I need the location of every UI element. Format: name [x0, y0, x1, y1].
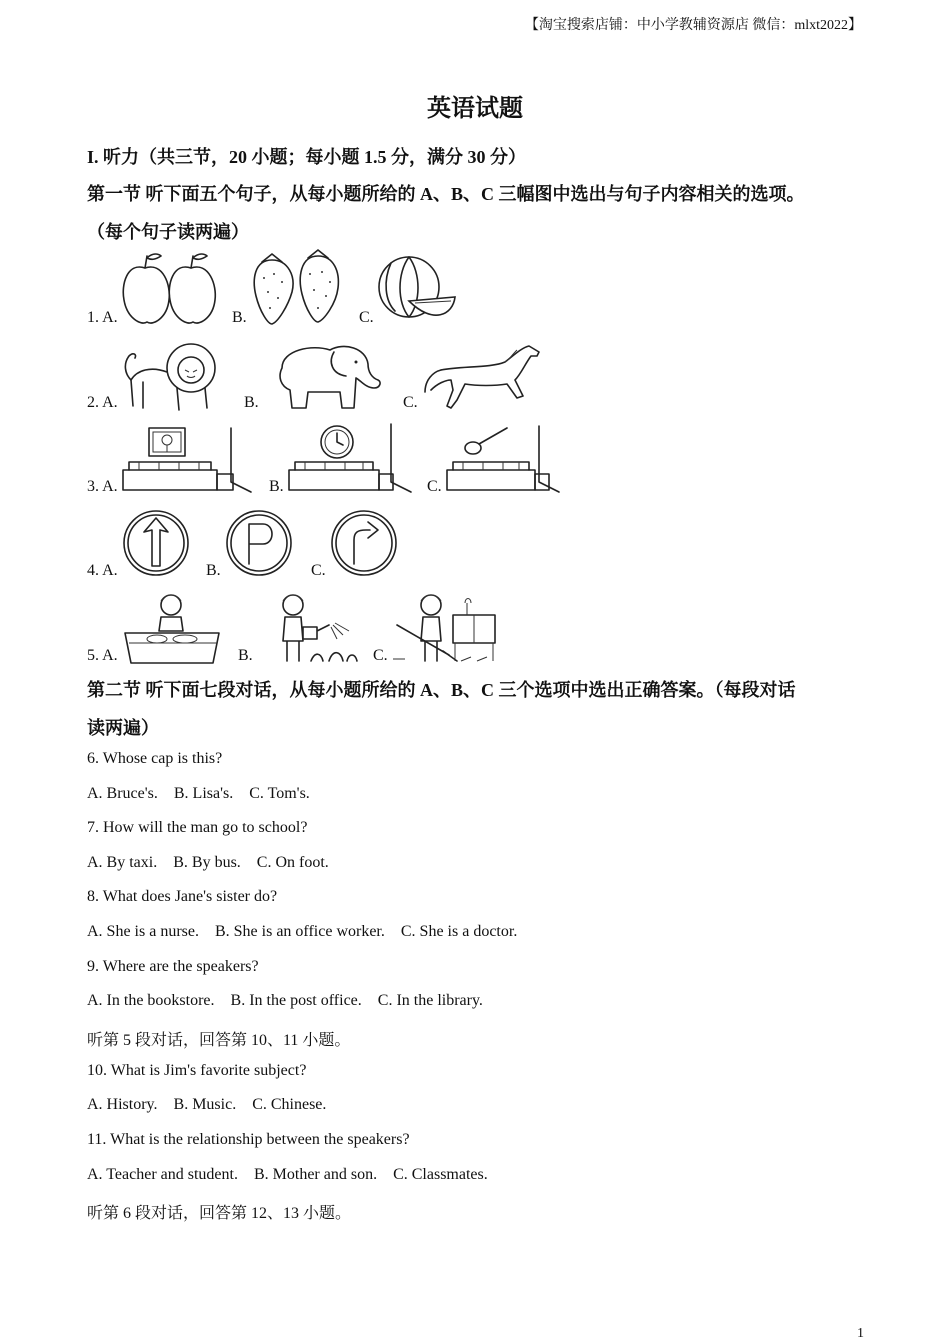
- q5-label-c: C.: [373, 647, 388, 664]
- parking-sign-icon: [225, 508, 295, 578]
- q2-label-c: C.: [403, 394, 418, 411]
- picture-question-4: [87, 498, 787, 578]
- picture-question-5: [87, 583, 787, 663]
- q3-label-a: 3. A.: [87, 478, 118, 495]
- horse-icon: [421, 340, 546, 410]
- sofa-with-picture-icon: [121, 422, 256, 494]
- q4-label-a: 4. A.: [87, 562, 118, 579]
- question-10: 10. What is Jim's favorite subject?: [87, 1062, 307, 1079]
- header-note: 【淘宝搜索店铺：中小学教辅资源店 微信：mlxt2022】: [524, 18, 862, 33]
- q2-label-a: 2. A.: [87, 394, 118, 411]
- question-8: 8. What does Jane's sister do?: [87, 888, 278, 905]
- lion-icon: [121, 338, 231, 410]
- sofa-with-clock-icon: [287, 422, 422, 494]
- question-10-options: A. History. B. Music. C. Chinese.: [87, 1096, 327, 1113]
- picture-question-1: [87, 245, 787, 325]
- q1-label-b: B.: [232, 309, 247, 326]
- strawberries-icon: [250, 250, 345, 325]
- go-straight-sign-icon: [122, 508, 192, 578]
- turn-right-sign-icon: [330, 508, 400, 578]
- section2-instruction: 第二节 听下面七段对话，从每小题所给的 A、B、C 三个选项中选出正确答案。（每段对话: [87, 680, 796, 700]
- q2-label-b: B.: [244, 394, 259, 411]
- q5-label-a: 5. A.: [87, 647, 118, 664]
- question-7: 7. How will the man go to school?: [87, 819, 308, 836]
- page-number: 1: [857, 1326, 864, 1341]
- q3-label-b: B.: [269, 478, 284, 495]
- sofa-with-guitar-icon: [445, 422, 563, 494]
- watermelon-icon: [377, 253, 457, 325]
- q1-label-a: 1. A.: [87, 309, 118, 326]
- picture-question-3: [87, 414, 787, 494]
- picture-question-2: [87, 330, 787, 410]
- section2-instruction-cont: 读两遍）: [87, 718, 159, 738]
- question-9-options: A. In the bookstore. B. In the post office. C. In the library.: [87, 992, 483, 1009]
- q4-label-b: B.: [206, 562, 221, 579]
- question-8-options: A. She is a nurse. B. She is an office worker. C. She is a doctor.: [87, 923, 518, 940]
- part1-heading: I. 听力（共三节，20 小题；每小题 1.5 分，满分 30 分）: [87, 147, 527, 167]
- question-6: 6. Whose cap is this?: [87, 750, 223, 767]
- q5-label-b: B.: [238, 647, 253, 664]
- girl-washing-dishes-icon: [121, 591, 226, 663]
- elephant-icon: [262, 338, 387, 410]
- girl-sweeping-floor-icon: [391, 591, 501, 663]
- question-11: 11. What is the relationship between the speakers?: [87, 1131, 410, 1148]
- apples-icon: [121, 250, 216, 325]
- q3-label-c: C.: [427, 478, 442, 495]
- girl-watering-flowers-icon: [257, 591, 362, 663]
- instruction-dialogue-6: 听第 6 段对话，回答第 12、13 小题。: [87, 1205, 352, 1222]
- question-11-options: A. Teacher and student. B. Mother and son. C. Classmates.: [87, 1166, 488, 1183]
- section1-instruction: 第一节 听下面五个句子，从每小题所给的 A、B、C 三幅图中选出与句子内容相关的选项。: [87, 184, 805, 204]
- section1-instruction-cont: （每个句子读两遍）: [87, 222, 249, 242]
- question-9: 9. Where are the speakers?: [87, 958, 259, 975]
- question-6-options: A. Bruce's. B. Lisa's. C. Tom's.: [87, 785, 310, 802]
- question-7-options: A. By taxi. B. By bus. C. On foot.: [87, 854, 329, 871]
- q1-label-c: C.: [359, 309, 374, 326]
- instruction-dialogue-5: 听第 5 段对话，回答第 10、11 小题。: [87, 1032, 351, 1049]
- q4-label-c: C.: [311, 562, 326, 579]
- page-title: 英语试题: [427, 96, 523, 122]
